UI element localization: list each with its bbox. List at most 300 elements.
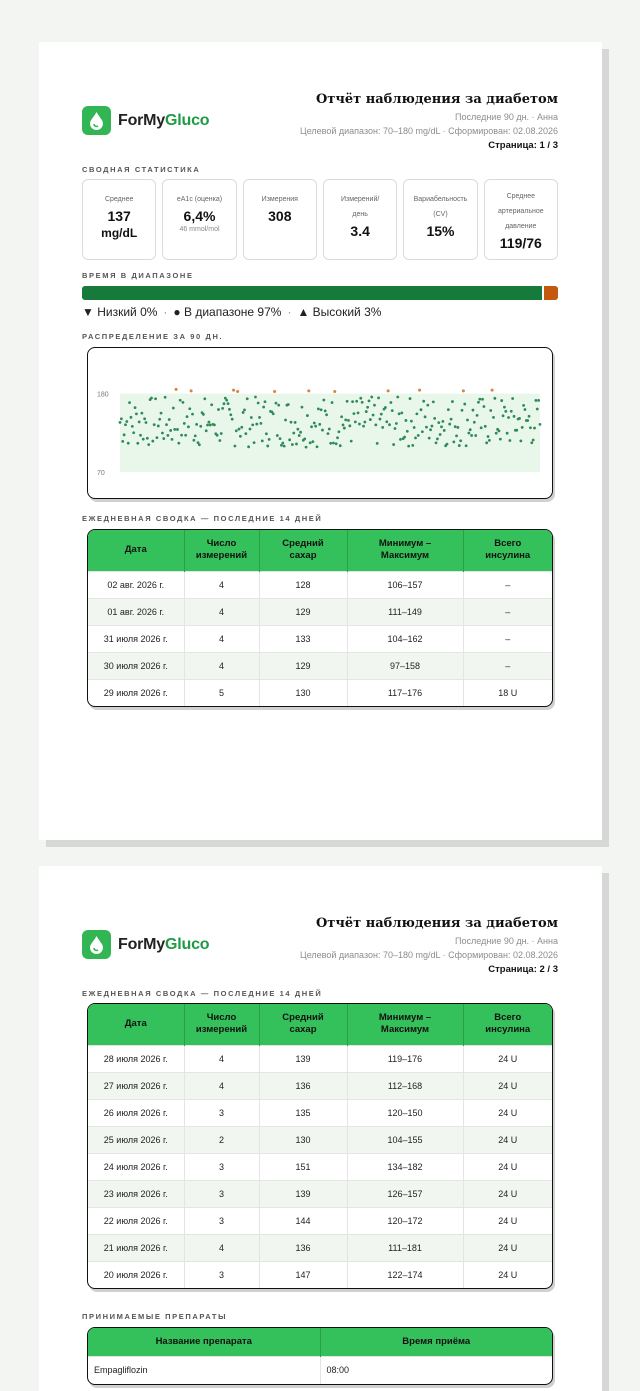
cell-count: 4: [184, 625, 259, 652]
data-point: [455, 434, 458, 437]
data-point: [327, 432, 330, 435]
data-point: [251, 423, 254, 426]
data-point: [281, 442, 284, 445]
data-point: [435, 441, 438, 444]
data-point: [119, 421, 122, 424]
data-point: [261, 439, 264, 442]
data-point: [521, 426, 524, 429]
data-point: [283, 445, 286, 448]
section-daily-label: ЕЖЕДНЕВНАЯ СВОДКА — ПОСЛЕДНИЕ 14 ДНЕЙ: [82, 514, 323, 523]
data-point: [335, 442, 338, 445]
report-header: [82, 916, 558, 976]
data-point: [180, 434, 183, 437]
data-point: [470, 434, 473, 437]
data-point: [346, 400, 349, 403]
data-point-high: [462, 389, 465, 392]
y-tick-label: 180: [97, 391, 109, 399]
tir-legend: ▼ Низкий 0% · ● В диапазоне 97% · ▲ Высокий 3%: [82, 305, 382, 319]
data-point: [426, 404, 429, 407]
data-point: [223, 402, 226, 405]
stat-a1c: eA1c (оценка) 6,4% 46 mmol/mol: [162, 179, 236, 260]
table-row: [88, 1356, 552, 1384]
data-point: [292, 432, 295, 435]
data-point: [262, 406, 265, 409]
data-point: [294, 421, 297, 424]
cell-date: 23 июля 2026 г.: [88, 1180, 184, 1207]
distribution-scatter: [88, 348, 553, 499]
data-point: [532, 439, 535, 442]
cell-insulin: 18 U: [463, 679, 552, 706]
data-point: [454, 425, 457, 428]
stat-mean: Среднее 137 mg/dL: [82, 179, 156, 260]
data-point: [234, 445, 237, 448]
data-point: [507, 416, 510, 419]
data-point: [466, 419, 469, 422]
col-average: Средний сахар: [259, 530, 347, 571]
cell-minmax: 117–176: [347, 679, 463, 706]
brand-logo: [82, 930, 209, 959]
data-point: [151, 440, 154, 443]
data-point: [329, 442, 332, 445]
data-point: [231, 418, 234, 421]
cell-minmax: 104–162: [347, 625, 463, 652]
report-header: [82, 92, 558, 152]
data-point: [381, 426, 384, 429]
daily-table-page1: [87, 529, 553, 707]
drop-icon: [82, 106, 111, 135]
data-point: [316, 445, 319, 448]
data-point: [220, 432, 223, 435]
data-point: [249, 428, 252, 431]
data-point: [511, 397, 514, 400]
data-point: [451, 400, 454, 403]
cell-count: 4: [184, 571, 259, 598]
data-point: [365, 410, 368, 413]
data-point: [528, 415, 531, 418]
data-point: [377, 397, 380, 400]
cell-insulin: 24 U: [463, 1153, 552, 1180]
data-point: [320, 408, 323, 411]
data-point: [221, 407, 224, 410]
data-point: [483, 405, 486, 408]
data-point: [332, 442, 335, 445]
data-point: [533, 427, 536, 430]
data-point: [143, 417, 146, 420]
data-point: [205, 429, 208, 432]
data-point: [359, 397, 362, 400]
data-point: [209, 424, 212, 427]
data-point: [473, 421, 476, 424]
data-point: [369, 418, 372, 421]
cell-insulin: 24 U: [463, 1126, 552, 1153]
cell-date: 29 июля 2026 г.: [88, 679, 184, 706]
med-name: Empagliflozin: [88, 1356, 320, 1384]
data-point: [411, 444, 414, 447]
data-point: [394, 427, 397, 430]
brand-logo: [82, 106, 209, 135]
data-point: [242, 411, 245, 414]
data-point: [171, 438, 174, 441]
cell-insulin: –: [463, 598, 552, 625]
data-point: [279, 437, 282, 440]
data-point: [265, 432, 268, 435]
time-in-range-bar: [82, 286, 558, 300]
data-point: [370, 396, 373, 399]
data-point-high: [307, 389, 310, 392]
data-point: [373, 404, 376, 407]
data-point: [432, 400, 435, 403]
data-point: [474, 434, 477, 437]
data-point: [227, 402, 230, 405]
data-point: [165, 423, 168, 426]
data-point: [355, 400, 358, 403]
table-row: [88, 1234, 552, 1261]
brand-name: ForMyGluco: [118, 935, 210, 953]
data-point: [354, 421, 357, 424]
data-point: [295, 443, 298, 446]
data-point: [268, 438, 271, 441]
data-point: [439, 433, 442, 436]
data-point: [403, 436, 406, 439]
data-point: [166, 434, 169, 437]
cell-insulin: 24 U: [463, 1072, 552, 1099]
data-point: [291, 443, 294, 446]
data-point: [506, 432, 509, 435]
report-page-1: [39, 42, 602, 840]
data-point: [424, 415, 427, 418]
table-row: [88, 679, 552, 706]
data-point: [140, 412, 143, 415]
legend-low: ▼ Низкий 0%: [82, 305, 158, 319]
data-point: [492, 416, 495, 419]
data-point: [519, 440, 522, 443]
data-point: [534, 399, 537, 402]
data-point: [250, 416, 253, 419]
cell-minmax: 122–174: [347, 1261, 463, 1288]
data-point: [450, 418, 453, 421]
data-point: [480, 426, 483, 429]
data-point: [127, 442, 130, 445]
data-point: [487, 435, 490, 438]
data-point: [162, 437, 165, 440]
data-point-high: [175, 388, 178, 391]
data-point: [168, 418, 171, 421]
cell-count: 4: [184, 652, 259, 679]
data-point: [493, 397, 496, 400]
data-point: [258, 416, 261, 419]
data-point: [410, 420, 413, 423]
data-point: [266, 445, 269, 448]
data-point: [347, 419, 350, 422]
section-tir-label: ВРЕМЯ В ДИАПАЗОНЕ: [82, 271, 194, 280]
cell-minmax: 97–158: [347, 652, 463, 679]
cell-date: 30 июля 2026 г.: [88, 652, 184, 679]
data-point: [415, 412, 418, 415]
data-point: [254, 396, 257, 399]
data-point: [539, 423, 542, 426]
cell-count: 3: [184, 1261, 259, 1288]
data-point: [131, 425, 134, 428]
data-point: [351, 400, 354, 403]
data-point: [184, 434, 187, 437]
col-insulin: Всего инсулина: [463, 530, 552, 571]
data-point: [210, 403, 213, 406]
data-point: [322, 399, 325, 402]
report-title: Отчёт наблюдения за диабетом: [315, 92, 558, 107]
col-date: Дата: [88, 1004, 184, 1045]
data-point: [448, 423, 451, 426]
table-row: [88, 652, 552, 679]
data-point: [325, 413, 328, 416]
data-point: [260, 422, 263, 425]
data-point: [420, 408, 423, 411]
data-point: [504, 410, 507, 413]
data-point: [186, 415, 189, 418]
stat-count: Измерения 308: [243, 179, 317, 260]
data-point: [417, 434, 420, 437]
y-tick-label: 70: [97, 470, 105, 478]
data-point: [361, 401, 364, 404]
cell-count: 4: [184, 1045, 259, 1072]
cell-insulin: –: [463, 571, 552, 598]
col-med-name: Название препарата: [88, 1328, 320, 1356]
data-point: [238, 428, 241, 431]
cell-avg: 136: [259, 1234, 347, 1261]
data-point: [132, 431, 135, 434]
data-point: [123, 433, 126, 436]
data-point: [160, 412, 163, 415]
data-point: [194, 434, 197, 437]
data-point: [396, 396, 399, 399]
data-point: [296, 428, 299, 431]
data-point: [253, 441, 256, 444]
data-point: [446, 443, 449, 446]
cell-date: 24 июля 2026 г.: [88, 1153, 184, 1180]
data-point: [388, 423, 391, 426]
data-point: [147, 443, 150, 446]
data-point: [124, 423, 127, 426]
data-point: [203, 397, 206, 400]
data-point: [217, 408, 220, 411]
col-count: Число измерений: [184, 1004, 259, 1045]
data-point: [288, 438, 291, 441]
cell-avg: 147: [259, 1261, 347, 1288]
cell-insulin: 24 U: [463, 1099, 552, 1126]
data-point: [206, 424, 209, 427]
data-point: [510, 410, 513, 413]
data-point: [441, 420, 444, 423]
data-point: [484, 425, 487, 428]
data-point: [431, 425, 434, 428]
data-point: [366, 406, 369, 409]
data-point: [500, 399, 503, 402]
data-point: [368, 399, 371, 402]
data-point: [225, 399, 228, 402]
data-point: [414, 436, 417, 439]
data-point: [290, 421, 293, 424]
cell-avg: 139: [259, 1045, 347, 1072]
data-point: [213, 424, 216, 427]
data-point: [425, 426, 428, 429]
data-point: [537, 399, 540, 402]
data-point: [257, 402, 260, 405]
cell-minmax: 119–176: [347, 1045, 463, 1072]
section-distribution-label: РАСПРЕДЕЛЕНИЕ ЗА 90 ДН.: [82, 332, 224, 341]
data-point: [499, 438, 502, 441]
data-point: [384, 406, 387, 409]
cell-insulin: 24 U: [463, 1045, 552, 1072]
table-row: [88, 1099, 552, 1126]
data-point: [337, 430, 340, 433]
table-row: [88, 1045, 552, 1072]
col-minmax: Минимум – Максимум: [347, 1004, 463, 1045]
data-point: [395, 422, 398, 425]
data-point: [218, 439, 221, 442]
data-point: [299, 431, 302, 434]
data-point: [146, 437, 149, 440]
cell-insulin: 24 U: [463, 1180, 552, 1207]
cell-insulin: –: [463, 625, 552, 652]
data-point: [324, 409, 327, 412]
data-point: [428, 437, 431, 440]
stat-blood-pressure: Среднее артериальное давление 119/76: [484, 179, 558, 260]
table-row: [88, 1126, 552, 1153]
brand-name: ForMyGluco: [118, 111, 210, 129]
data-point: [422, 400, 425, 403]
cell-avg: 136: [259, 1072, 347, 1099]
cell-avg: 144: [259, 1207, 347, 1234]
cell-date: 02 авг. 2026 г.: [88, 571, 184, 598]
table-row: [88, 598, 552, 625]
data-point: [457, 426, 460, 429]
cell-date: 28 июля 2026 г.: [88, 1045, 184, 1072]
data-point: [191, 413, 194, 416]
data-point: [120, 417, 123, 420]
data-point: [138, 421, 141, 424]
data-point: [409, 397, 412, 400]
data-point: [476, 414, 479, 417]
data-point: [275, 402, 278, 405]
data-point: [154, 397, 157, 400]
data-point: [461, 409, 464, 412]
cell-insulin: –: [463, 652, 552, 679]
cell-minmax: 120–172: [347, 1207, 463, 1234]
data-point: [303, 437, 306, 440]
data-point: [358, 423, 361, 426]
data-point: [145, 421, 148, 424]
data-point: [436, 438, 439, 441]
data-point: [536, 408, 539, 411]
data-point: [179, 399, 182, 402]
data-point: [357, 411, 360, 414]
cell-insulin: 24 U: [463, 1234, 552, 1261]
cell-count: 4: [184, 598, 259, 625]
data-point: [182, 401, 185, 404]
cell-count: 2: [184, 1126, 259, 1153]
data-point: [392, 443, 395, 446]
cell-avg: 135: [259, 1099, 347, 1126]
cell-minmax: 111–149: [347, 598, 463, 625]
data-point: [515, 429, 518, 432]
cell-minmax: 111–181: [347, 1234, 463, 1261]
data-point: [198, 443, 201, 446]
cell-count: 5: [184, 679, 259, 706]
data-point: [276, 434, 279, 437]
data-point: [239, 435, 242, 438]
data-point-high: [387, 389, 390, 392]
data-point: [362, 425, 365, 428]
stat-cv: Вариабельность (CV) 15%: [403, 179, 477, 260]
data-point: [389, 401, 392, 404]
data-point: [398, 412, 401, 415]
col-average: Средний сахар: [259, 1004, 347, 1045]
cell-minmax: 112–168: [347, 1072, 463, 1099]
data-point: [301, 406, 304, 409]
data-point: [459, 439, 462, 442]
cell-minmax: 106–157: [347, 571, 463, 598]
data-point: [339, 444, 342, 447]
daily-table-page2: [87, 1003, 553, 1289]
data-point: [379, 418, 382, 421]
data-point: [331, 401, 334, 404]
data-point: [447, 408, 450, 411]
report-period: Последние 90 дн. · Анна: [455, 936, 558, 946]
data-point: [135, 412, 138, 415]
stat-per-day: Измерений/ день 3.4: [323, 179, 397, 260]
data-point-high: [491, 389, 494, 392]
data-point: [314, 425, 317, 428]
data-point: [169, 429, 172, 432]
drop-icon: [82, 930, 111, 959]
col-date: Дата: [88, 530, 184, 571]
legend-in-range: ● В диапазоне 97%: [173, 305, 282, 319]
data-point: [407, 445, 410, 448]
cell-avg: 130: [259, 1126, 347, 1153]
data-point: [134, 406, 137, 409]
data-point: [443, 429, 446, 432]
data-point-high: [236, 390, 239, 393]
data-point: [478, 398, 481, 401]
data-point: [495, 432, 498, 435]
cell-count: 3: [184, 1207, 259, 1234]
data-point: [522, 404, 525, 407]
cell-count: 4: [184, 1072, 259, 1099]
table-row: [88, 1180, 552, 1207]
data-point: [406, 430, 409, 433]
section-medications-label: ПРИНИМАЕМЫЕ ПРЕПАРАТЫ: [82, 1312, 228, 1321]
data-point: [374, 423, 377, 426]
cell-count: 4: [184, 1234, 259, 1261]
data-point: [342, 424, 345, 427]
cell-date: 21 июля 2026 г.: [88, 1234, 184, 1261]
cell-avg: 128: [259, 571, 347, 598]
cell-insulin: 24 U: [463, 1261, 552, 1288]
table-row: [88, 1153, 552, 1180]
page-number: Страница: 1 / 3: [488, 140, 558, 151]
cell-date: 20 июля 2026 г.: [88, 1261, 184, 1288]
data-point: [465, 444, 468, 447]
report-period: Последние 90 дн. · Анна: [455, 112, 558, 122]
data-point: [192, 439, 195, 442]
data-point: [321, 429, 324, 432]
cell-avg: 129: [259, 598, 347, 625]
cell-avg: 139: [259, 1180, 347, 1207]
data-point: [310, 425, 313, 428]
cell-date: 22 июля 2026 г.: [88, 1207, 184, 1234]
cell-avg: 130: [259, 679, 347, 706]
data-point: [518, 417, 521, 420]
data-point: [156, 436, 159, 439]
